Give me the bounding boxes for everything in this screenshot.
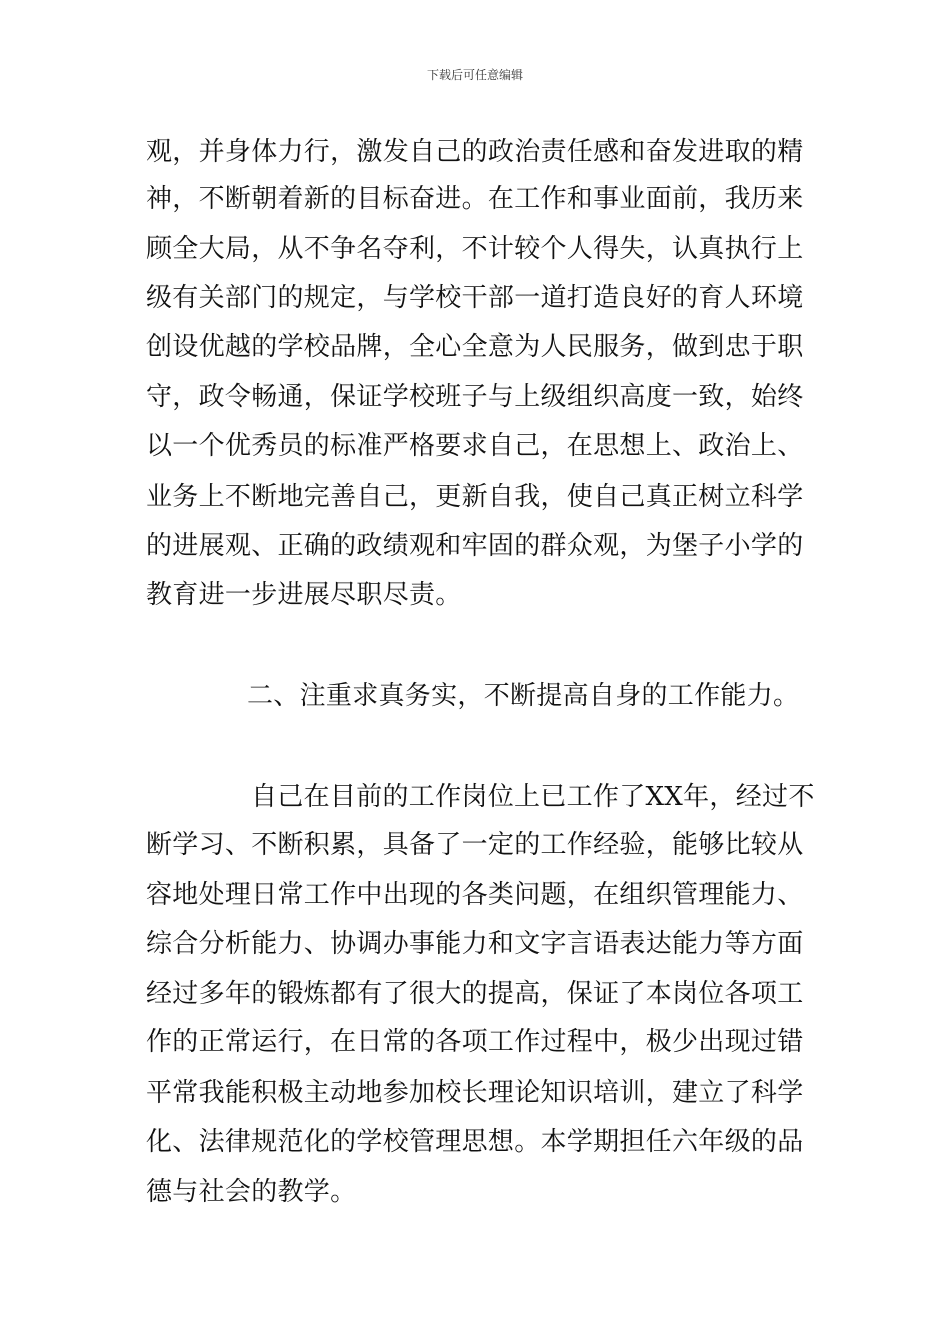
paragraph-line: 神，不断朝着新的目标奋进。在工作和事业面前，我历来	[146, 184, 804, 214]
section-heading: 二、注重求真务实，不断提高自身的工作能力。	[247, 681, 800, 711]
paragraph-line: 综合分析能力、协调办事能力和文字言语表达能力等方面	[146, 929, 804, 959]
paragraph-line: 级有关部门的规定，与学校干部一道打造良好的育人环境	[146, 283, 804, 313]
paragraph-line: 的进展观、正确的政绩观和牢固的群众观，为堡子小学的	[146, 531, 804, 561]
paragraph-line: 作的正常运行，在日常的各项工作过程中，极少出现过错	[146, 1027, 804, 1057]
paragraph-line: 容地处理日常工作中出现的各类问题，在组织管理能力、	[146, 880, 804, 910]
paragraph-line: 观，并身体力行，激发自己的政治责任感和奋发进取的精	[146, 137, 804, 167]
paragraph-line: 创设优越的学校品牌，全心全意为人民服务，做到忠于职	[146, 332, 804, 362]
paragraph-line: 教育进一步进展尽职尽责。	[146, 580, 462, 610]
paragraph-line: 化、法律规范化的学校管理思想。本学期担任六年级的品	[146, 1127, 804, 1157]
paragraph-line: 经过多年的锻炼都有了很大的提高，保证了本岗位各项工	[146, 979, 804, 1009]
header-note: 下载后可任意编辑	[426, 68, 523, 82]
paragraph-line: 平常我能积极主动地参加校长理论知识培训，建立了科学	[146, 1078, 804, 1108]
paragraph-line: 自己在目前的工作岗位上已工作了XX年，经过不	[251, 782, 815, 812]
paragraph-line: 业务上不断地完善自己，更新自我，使自己真正树立科学	[146, 482, 804, 512]
paragraph-line: 顾全大局，从不争名夺利，不计较个人得失，认真执行上	[146, 234, 804, 264]
paragraph-line: 以一个优秀员的标准严格要求自己，在思想上、政治上、	[146, 431, 804, 461]
paragraph-line: 守，政令畅通，保证学校班子与上级组织高度一致，始终	[146, 382, 804, 412]
paragraph-line: 断学习、不断积累，具备了一定的工作经验，能够比较从	[146, 830, 804, 860]
paragraph-line: 德与社会的教学。	[146, 1177, 357, 1207]
